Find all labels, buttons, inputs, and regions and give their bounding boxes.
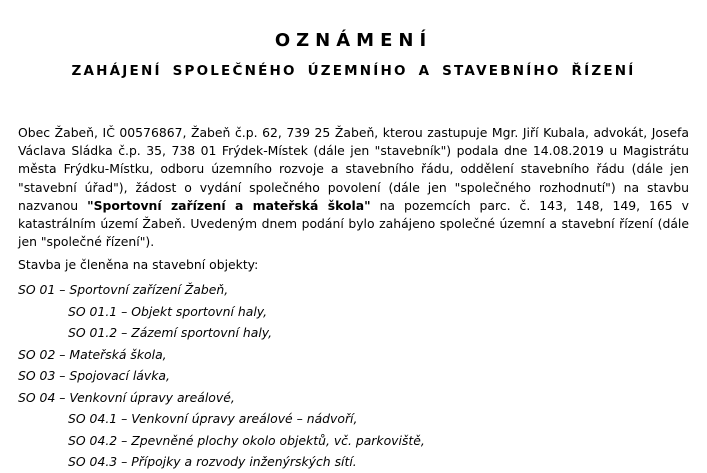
list-item: SO 01.1 – Objekt sportovní haly, bbox=[68, 303, 268, 319]
list-item: SO 02 – Mateřská škola, bbox=[18, 346, 167, 362]
building-objects-list bbox=[18, 279, 425, 473]
project-name: "Sportovní zařízení a mateřská škola" bbox=[87, 197, 371, 213]
document-subtitle: ZAHÁJENÍ SPOLEČNÉHO ÚZEMNÍHO A STAVEBNÍHO ŘÍZENÍ bbox=[71, 63, 636, 79]
list-item: SO 03 – Spojovací lávka, bbox=[18, 368, 170, 383]
paragraph-text-after: na pozemcích parc. č. 143, 148, 149, 165 v katastrálním území Žabeň. Uvedeným dnem podání bylo zahájeno společné územní a stavební řízení (dále jen "společné řízení"). bbox=[18, 197, 689, 250]
list-item: SO 04.2 – Zpevněné plochy okolo objektů, vč. parkoviště, bbox=[68, 432, 425, 448]
list-item: SO 04 – Venkovní úpravy areálové, bbox=[18, 389, 235, 405]
document-title: OZNÁMENÍ bbox=[274, 30, 433, 51]
list-item: SO 04.3 – Přípojky a rozvody inženýrských sítí. bbox=[68, 454, 357, 469]
objects-intro: Stavba je členěna na stavební objekty: bbox=[18, 257, 259, 272]
list-item: SO 01 – Sportovní zařízení Žabeň, bbox=[18, 282, 229, 297]
list-item: SO 04.1 – Venkovní úpravy areálové – nádvoří, bbox=[68, 411, 358, 426]
notice-paragraph bbox=[18, 124, 689, 251]
list-item: SO 01.2 – Zázemí sportovní haly, bbox=[68, 325, 273, 340]
paragraph-text-before: Obec Žabeň, IČ 00576867, Žabeň č.p. 62, 739 25 Žabeň, kterou zastupuje Mgr. Jiří Kubala, advokát, Josefa Václava Sládka č.p. 35, 738 01 Frýdek-Místek (dále jen "stavebník") podala dne 14.08.2019 u Magistrátu města Frýdku-Místku, odboru územního rozvoje a stavebního řádu, oddělení stavebního řádu (dále jen "stavební úřad"), žádost o vydání společného povolení (dále jen "společného rozhodnutí") na stavbu nazvanou bbox=[18, 125, 689, 213]
